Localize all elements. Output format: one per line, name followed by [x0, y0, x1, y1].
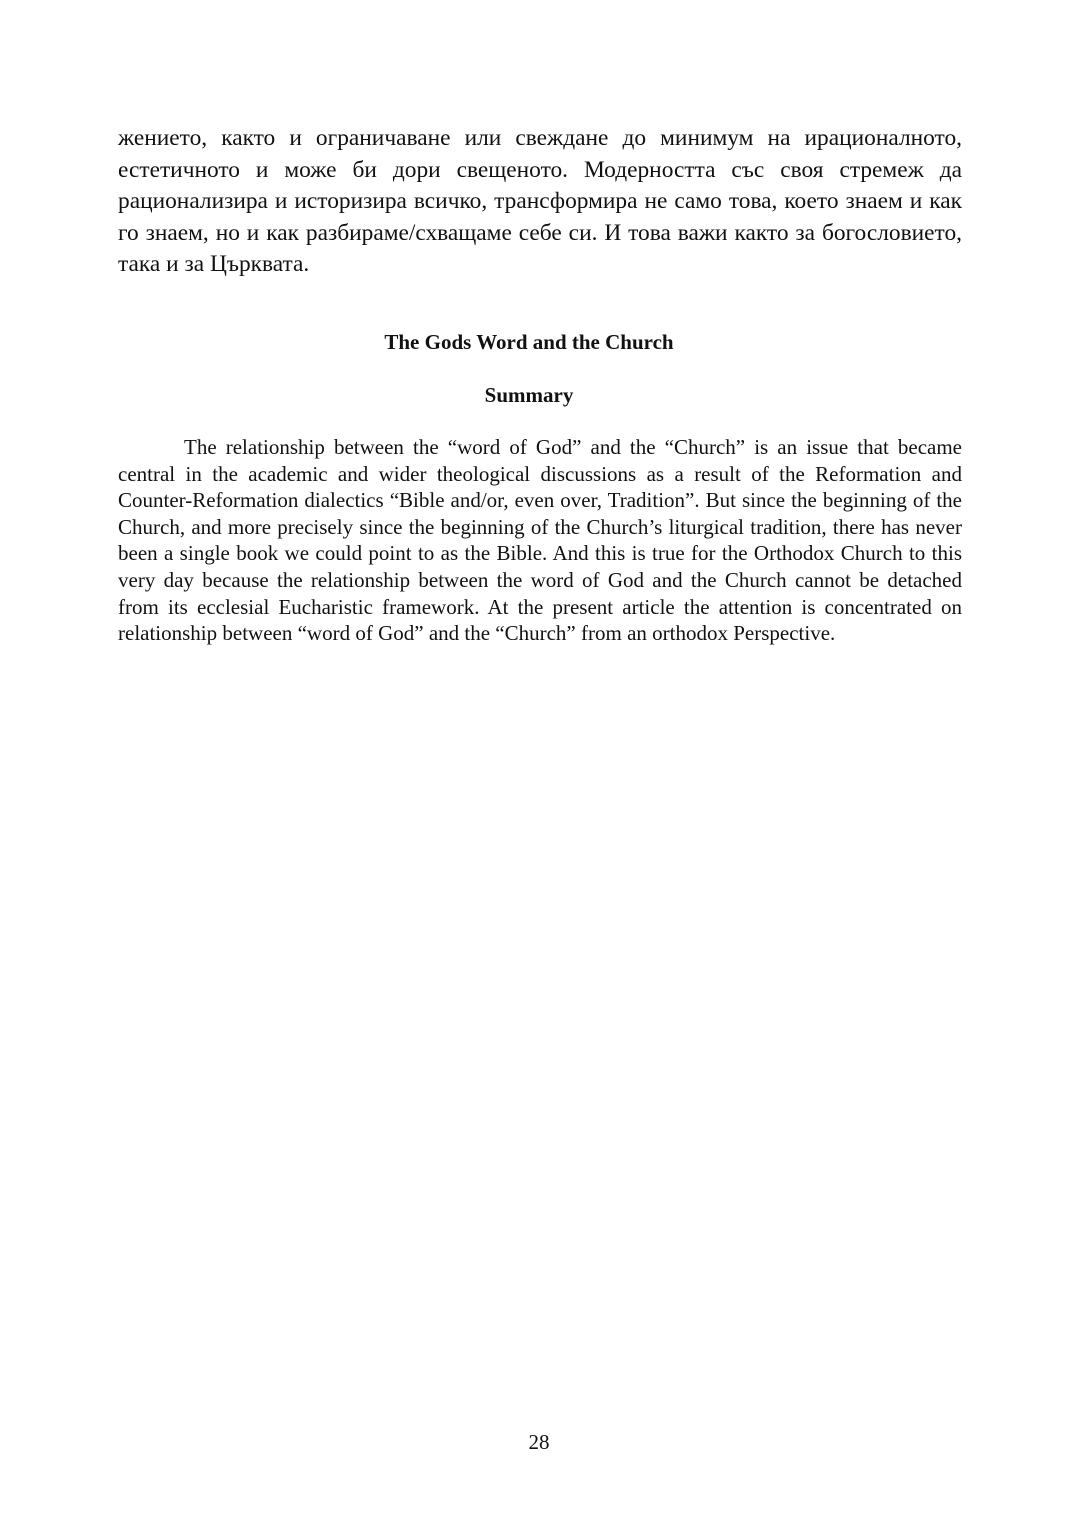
page-number: 28 [528, 1430, 550, 1454]
summary-paragraph: The relationship between the “word of God” and the “Church” is an issue that became central in the academic and wider theological discussions as a result of the Reformation and Counter-Reformation dialectics “Bible and/or, even over, Tradition”. But since the beginning of the Church, and more precisely since the beginning of the Church’s liturgical tradition, there has never been a single book we could point to as the Bible. And this is true for the Orthodox Church to this very day because the relationship between the word of God and the Church cannot be detached from its ecclesial Eucharistic framework. At the present article the attention is concentrated on relationship between “word of God” and the “Church” from an orthodox Perspective. [118, 435, 962, 646]
summary-heading: Summary [484, 383, 574, 407]
continued-paragraph: жението, както и ограничаване или свеждане до минимум на ирационалното, естетичното и може би дори свещеното. Модерността със своя стремеж да рационализира и историзира всичко, трансформира не само това, което знаем и как го знаем, но и как разбираме/схващаме себе си. И това важи както за богословието, така и за Църквата. [118, 125, 962, 277]
article-title: The Gods Word and the Church [384, 330, 674, 354]
